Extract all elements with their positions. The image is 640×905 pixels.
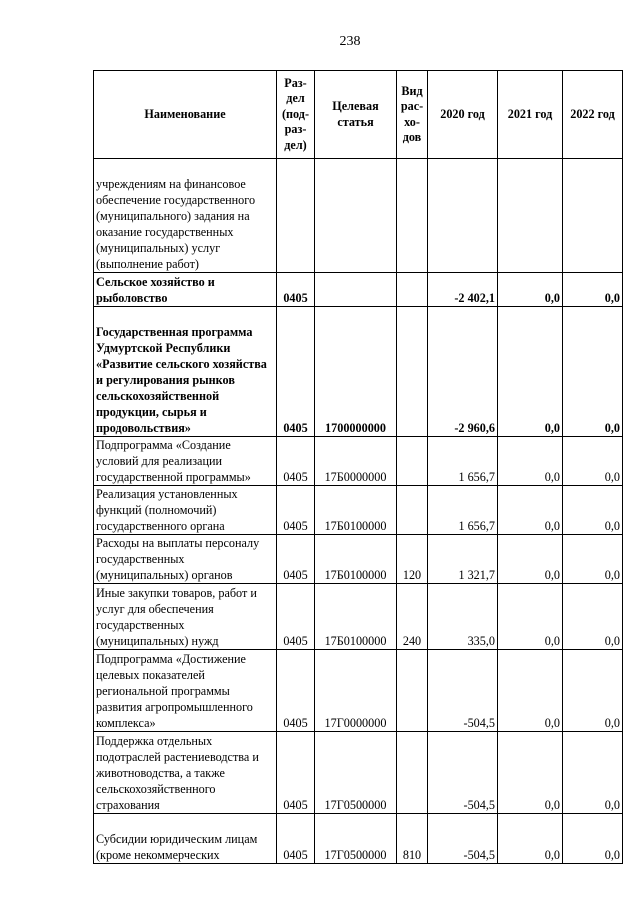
- cell-y2020: -2 960,6: [428, 307, 498, 437]
- cell-name: Государственная программа Удмуртской Республики «Развитие сельского хозяйства и регулирования рынков сельскохозяйственной продукции, сырья и продовольствия»: [94, 307, 277, 437]
- cell-name: Подпрограмма «Достижение целевых показателей региональной программы развития агропромышленного комплекса»: [94, 650, 277, 732]
- cell-name: Реализация установленных функций (полномочий) государственного органа: [94, 486, 277, 535]
- cell-section: 0405: [277, 307, 315, 437]
- cell-y2022: 0,0: [563, 814, 623, 864]
- table-row: [94, 535, 623, 584]
- cell-section: 0405: [277, 486, 315, 535]
- cell-y2020: -504,5: [428, 814, 498, 864]
- cell-section: 0405: [277, 437, 315, 486]
- cell-y2020: 335,0: [428, 584, 498, 650]
- page-number: 238: [339, 34, 361, 49]
- cell-y2021: 0,0: [498, 273, 563, 307]
- cell-expense-type: [397, 307, 428, 437]
- table-row: [94, 273, 623, 307]
- cell-y2020: -504,5: [428, 650, 498, 732]
- cell-y2021: 0,0: [498, 650, 563, 732]
- table-row: [94, 486, 623, 535]
- budget-table: [93, 70, 623, 864]
- cell-y2021: 0,0: [498, 437, 563, 486]
- cell-y2021: 0,0: [498, 732, 563, 814]
- cell-target: 17Б0000000: [315, 437, 397, 486]
- cell-name: учреждениям на финансовое обеспечение государственного (муниципального) задания на оказание государственных (муниципальных) услуг (выполнение работ): [94, 159, 277, 273]
- cell-y2021: 0,0: [498, 486, 563, 535]
- cell-target: 17Б0100000: [315, 486, 397, 535]
- cell-y2021: 0,0: [498, 307, 563, 437]
- cell-expense-type: [397, 159, 428, 273]
- cell-y2022: 0,0: [563, 584, 623, 650]
- cell-target: 17Б0100000: [315, 535, 397, 584]
- cell-section: 0405: [277, 732, 315, 814]
- cell-y2022: 0,0: [563, 650, 623, 732]
- cell-expense-type: [397, 437, 428, 486]
- table-row: [94, 814, 623, 864]
- cell-expense-type: [397, 486, 428, 535]
- cell-name: Подпрограмма «Создание условий для реализации государственной программы»: [94, 437, 277, 486]
- cell-name: Поддержка отдельных подотраслей растениеводства и животноводства, а также сельскохозяйственного страхования: [94, 732, 277, 814]
- table-row: [94, 159, 623, 273]
- cell-y2020: [428, 159, 498, 273]
- cell-target: [315, 273, 397, 307]
- table-row: [94, 437, 623, 486]
- table-row: [94, 732, 623, 814]
- cell-name: Сельское хозяйство и рыболовство: [94, 273, 277, 307]
- cell-y2022: 0,0: [563, 437, 623, 486]
- cell-target: [315, 159, 397, 273]
- cell-section: 0405: [277, 535, 315, 584]
- cell-target: 17Г0500000: [315, 814, 397, 864]
- table-row: [94, 584, 623, 650]
- cell-y2021: 0,0: [498, 814, 563, 864]
- cell-name: Субсидии юридическим лицам (кроме некоммерческих: [94, 814, 277, 864]
- cell-target: 1700000000: [315, 307, 397, 437]
- header-2021: 2021 год: [498, 71, 563, 159]
- cell-y2020: -2 402,1: [428, 273, 498, 307]
- cell-y2020: 1 656,7: [428, 437, 498, 486]
- cell-y2022: 0,0: [563, 307, 623, 437]
- cell-y2022: [563, 159, 623, 273]
- cell-expense-type: [397, 650, 428, 732]
- cell-y2022: 0,0: [563, 273, 623, 307]
- cell-target: 17Г0000000: [315, 650, 397, 732]
- header-expense-type: Вид рас- хо- дов: [397, 71, 428, 159]
- cell-section: 0405: [277, 584, 315, 650]
- cell-y2020: 1 321,7: [428, 535, 498, 584]
- table-row: [94, 650, 623, 732]
- cell-expense-type: 240: [397, 584, 428, 650]
- cell-target: 17Б0100000: [315, 584, 397, 650]
- cell-section: 0405: [277, 650, 315, 732]
- cell-y2021: 0,0: [498, 584, 563, 650]
- cell-y2020: -504,5: [428, 732, 498, 814]
- header-target: Целевая статья: [315, 71, 397, 159]
- header-section: Раз- дел (под- раз- дел): [277, 71, 315, 159]
- cell-section: [277, 159, 315, 273]
- cell-expense-type: 120: [397, 535, 428, 584]
- cell-name: Расходы на выплаты персоналу государственных (муниципальных) органов: [94, 535, 277, 584]
- cell-y2022: 0,0: [563, 535, 623, 584]
- cell-expense-type: [397, 273, 428, 307]
- cell-name: Иные закупки товаров, работ и услуг для обеспечения государственных (муниципальных) нужд: [94, 584, 277, 650]
- cell-y2021: [498, 159, 563, 273]
- cell-expense-type: [397, 732, 428, 814]
- cell-y2020: 1 656,7: [428, 486, 498, 535]
- header-row: [94, 71, 623, 159]
- header-name: Наименование: [94, 71, 277, 159]
- cell-y2022: 0,0: [563, 486, 623, 535]
- cell-section: 0405: [277, 273, 315, 307]
- cell-y2022: 0,0: [563, 732, 623, 814]
- header-2022: 2022 год: [563, 71, 623, 159]
- header-2020: 2020 год: [428, 71, 498, 159]
- cell-target: 17Г0500000: [315, 732, 397, 814]
- cell-expense-type: 810: [397, 814, 428, 864]
- table-row: [94, 307, 623, 437]
- cell-section: 0405: [277, 814, 315, 864]
- cell-y2021: 0,0: [498, 535, 563, 584]
